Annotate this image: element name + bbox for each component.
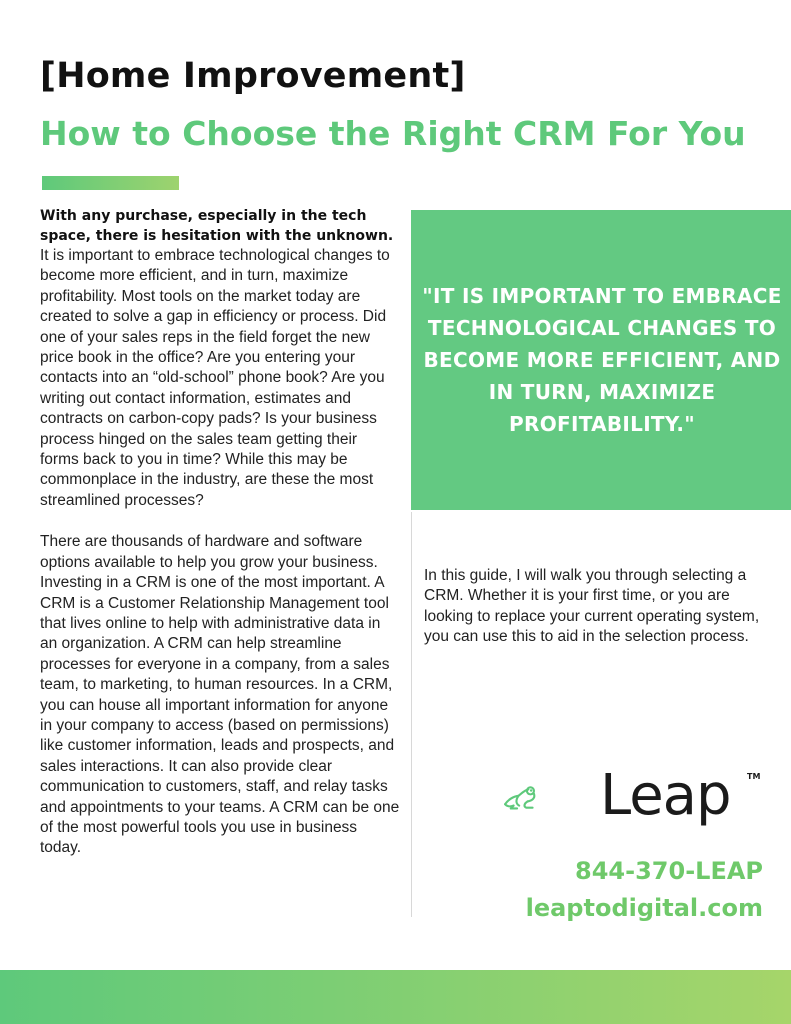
document-title: [Home Improvement] <box>40 56 466 96</box>
body-paragraph-1: It is important to embrace technological changes to become more efficient, and in turn, maximize profitability. Most tools on the market today are created to solve a gap in efficiency or process. Did one of your sales reps in the field forget the new price book in the office? Are you entering your contacts into an “old-school” phone book? Are you writing out contact information, estimates and contracts on carbon-copy pads? Is your business process hinged on the sales team getting their forms back to you in time? While this may be commonplace in the industry, are these the most streamlined processes? <box>40 247 390 509</box>
trademark-mark: TM <box>747 772 761 781</box>
document-subtitle: How to Choose the Right CRM For You <box>40 114 746 153</box>
body-paragraph-2: There are thousands of hardware and software options available to help you grow your business. Investing in a CRM is one of the most important. A CRM is a Customer Relationship Management tool that lives online to help with administrative data in an organization. A CRM can help streamline processes for everyone in a company, from a sales team, to marketing, to human resources. In a CRM, you can house all important information for anyone in your company to access (based on permissions) like customer information, leads and prospects, and sales interactions. It can also provide clear communication to customers, staff, and relay tasks and appointments to your teams. A CRM can be one of the most powerful tools you use in business today. <box>40 533 400 857</box>
pull-quote-box <box>411 210 791 510</box>
phone-number[interactable]: 844-370-LEAP <box>575 857 763 885</box>
intro-paragraph: In this guide, I will walk you through selecting a CRM. Whether it is your first time, or you are looking to replace your current operating system, you can use this to aid in the selection process. <box>424 567 760 646</box>
lead-paragraph: With any purchase, especially in the tech space, there is hesitation with the unknown. <box>40 208 394 244</box>
left-column <box>40 207 400 880</box>
pull-quote: "IT IS IMPORTANT TO EMBRACE TECHNOLOGICAL CHANGES TO BECOME MORE EFFICIENT, AND IN TURN, MAXIMIZE PROFITABILITY." <box>422 284 782 436</box>
footer-band <box>0 970 791 1024</box>
website-link[interactable]: leaptodigital.com <box>525 894 763 922</box>
brand-logo-text: Leap <box>600 763 731 828</box>
frog-icon <box>503 765 598 835</box>
accent-bar <box>42 176 179 190</box>
column-divider <box>411 512 412 917</box>
